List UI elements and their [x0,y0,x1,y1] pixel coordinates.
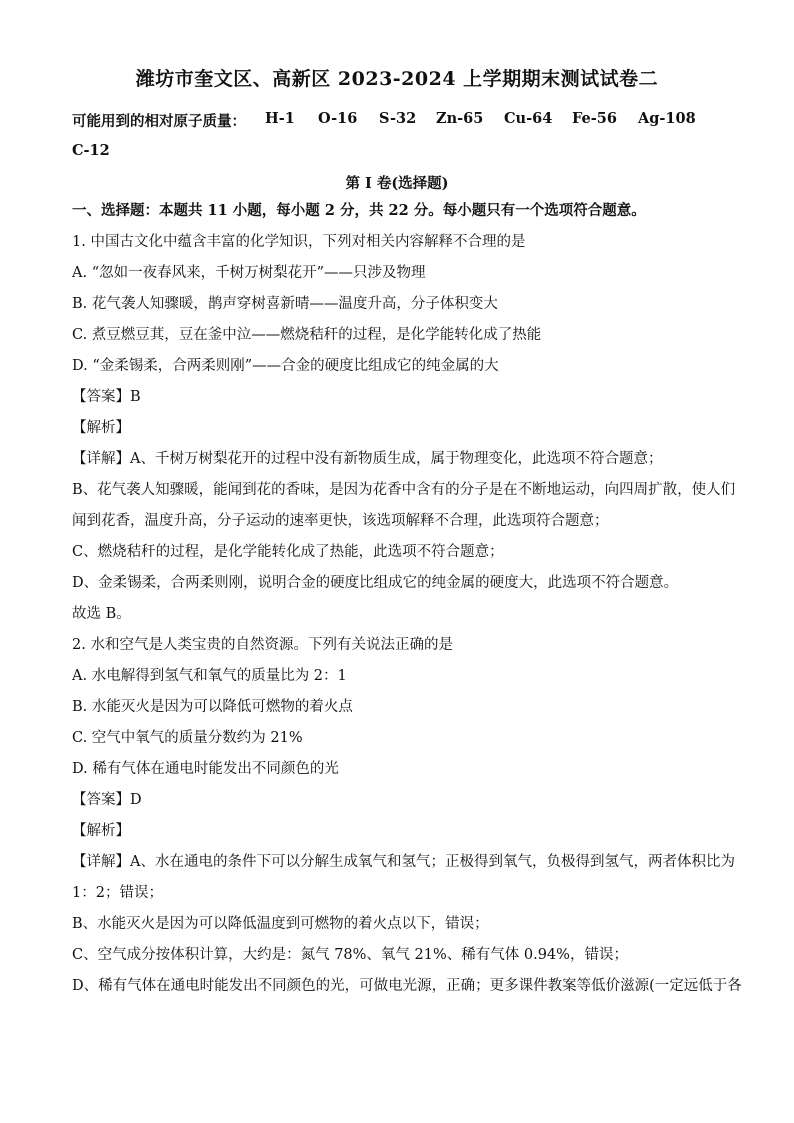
question-stem: 2. 水和空气是人类宝贵的自然资源。下列有关说法正确的是 [72,637,453,653]
question-option: A. “忽如一夜春风来，千树万树梨花开”——只涉及物理 [72,265,426,281]
analysis-label: 【解析】 [72,823,130,839]
atomic-mass-item: Fe-56 [572,110,617,127]
answer-line: 【答案】B [72,389,141,405]
atomic-mass-item: O-16 [318,110,358,127]
question-option: C. 空气中氧气的质量分数约为 21% [72,730,303,746]
section-title: 第 I 卷(选择题) [345,175,449,192]
atomic-mass-item: Cu-64 [504,110,553,127]
atomic-mass-item: H-1 [265,110,295,127]
detail-line: 1：2；错误； [72,885,163,901]
detail-line: D、金柔锡柔，合两柔则刚，说明合金的硬度比组成它的纯金属的硬度大，此选项不符合题意。 [72,575,679,591]
detail-line: D、稀有气体在通电时能发出不同颜色的光，可做电光源，正确；更多课件教案等低价滋源(一定远低于各 [72,978,742,994]
question-option: C. 煮豆燃豆萁，豆在釜中泣——燃烧秸秆的过程，是化学能转化成了热能 [72,327,542,343]
question-option: B. 水能灭火是因为可以降低可燃物的着火点 [72,699,353,715]
detail-line: 【详解】A、水在通电的条件下可以分解生成氧气和氢气；正极得到氧气，负极得到氢气，两者体积比为 [72,854,735,870]
question-option: D. “金柔锡柔，合两柔则刚”——合金的硬度比组成它的纯金属的大 [72,358,499,374]
detail-line: C、燃烧秸秆的过程，是化学能转化成了热能，此选项不符合题意； [72,544,504,560]
atomic-mass-item: S-32 [379,110,417,127]
detail-line: 【详解】A、千树万树梨花开的过程中没有新物质生成，属于物理变化，此选项不符合题意； [72,451,663,467]
detail-line: C、空气成分按体积计算，大约是：氮气 78%、氧气 21%、稀有气体 0.94%，错误； [72,947,628,963]
detail-line: B、水能灭火是因为可以降低温度到可燃物的着火点以下，错误； [72,916,489,932]
part-heading: 一、选择题：本题共 11 小题，每小题 2 分，共 22 分。每小题只有一个选项符合题意。 [72,202,646,219]
atomic-mass-label: 可能用到的相对原子质量： [72,113,246,130]
answer-line: 【答案】D [72,792,142,808]
question-option: D. 稀有气体在通电时能发出不同颜色的光 [72,761,339,777]
question-option: A. 水电解得到氢气和氧气的质量比为 2：1 [72,668,347,684]
analysis-label: 【解析】 [72,420,130,436]
detail-line: 闻到花香，温度升高，分子运动的速率更快，该选项解释不合理，此选项符合题意； [72,513,609,529]
detail-line: 故选 B。 [72,606,131,622]
exam-title: 潍坊市奎文区、高新区 2023-2024 上学期期末测试试卷二 [135,68,659,90]
question-stem: 1. 中国古文化中蕴含丰富的化学知识，下列对相关内容解释不合理的是 [72,234,526,250]
detail-line: B、花气袭人知骤暖，能闻到花的香味，是因为花香中含有的分子是在不断地运动，向四周扩散，使人们 [72,482,736,498]
atomic-mass-item: C-12 [72,142,110,159]
atomic-mass-item: Zn-65 [436,110,484,127]
question-option: B. 花气袭人知骤暖，鹊声穿树喜新晴——温度升高，分子体积变大 [72,296,498,312]
atomic-mass-item: Ag-108 [638,110,696,127]
